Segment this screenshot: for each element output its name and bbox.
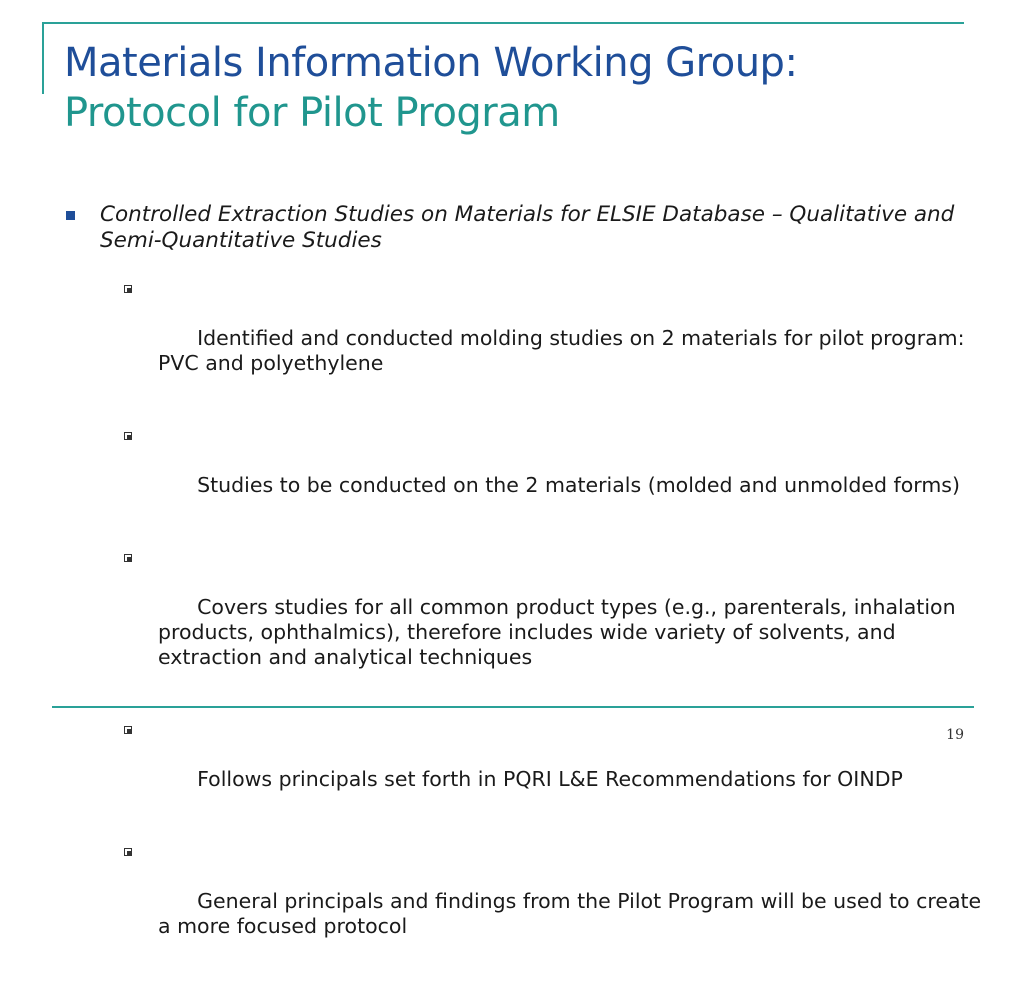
title-line-1: Materials Information Working Group: — [64, 40, 798, 86]
sub-bullet-text: Covers studies for all common product types (e.g., parenterals, inhalation products, ophthalmics), therefore includes wide variety of solvents, and extraction and analytical techniques — [158, 595, 963, 669]
page-number: 19 — [946, 727, 964, 743]
sub-bullet-text: Follows principals set forth in PQRI L&E Recommendations for OINDP — [197, 767, 903, 791]
hollow-square-bullet-icon — [124, 726, 132, 734]
frame-top-line — [42, 22, 964, 24]
sub-bullet — [64, 423, 984, 523]
hollow-square-bullet-icon — [124, 554, 132, 562]
sub-bullet — [64, 839, 988, 964]
main-bullet-text: Controlled Extraction Studies on Materials for ELSIE Database – Qualitative and Semi-Quantitative Studies — [100, 202, 955, 253]
sub-bullet-text: Identified and conducted molding studies on 2 materials for pilot program: PVC and polyethylene — [158, 326, 978, 375]
sub-bullet — [64, 276, 984, 401]
frame-vertical-line — [42, 22, 44, 94]
title-line-2: Protocol for Pilot Program — [64, 90, 560, 136]
sub-bullet — [64, 545, 984, 695]
sub-bullet-text: General principals and findings from the Pilot Program will be used to create a more focused protocol — [158, 889, 988, 938]
sub-bullet-text: Studies to be conducted on the 2 materials (molded and unmolded forms) — [197, 473, 960, 497]
main-bullet — [64, 202, 984, 254]
sub-bullet — [64, 717, 984, 817]
hollow-square-bullet-icon — [124, 285, 132, 293]
sub-bullet-list — [64, 276, 988, 964]
square-bullet-icon — [66, 211, 75, 220]
frame-bottom-line — [52, 706, 974, 708]
hollow-square-bullet-icon — [124, 848, 132, 856]
slide-title — [64, 38, 994, 138]
slide-content — [64, 202, 988, 986]
hollow-square-bullet-icon — [124, 432, 132, 440]
